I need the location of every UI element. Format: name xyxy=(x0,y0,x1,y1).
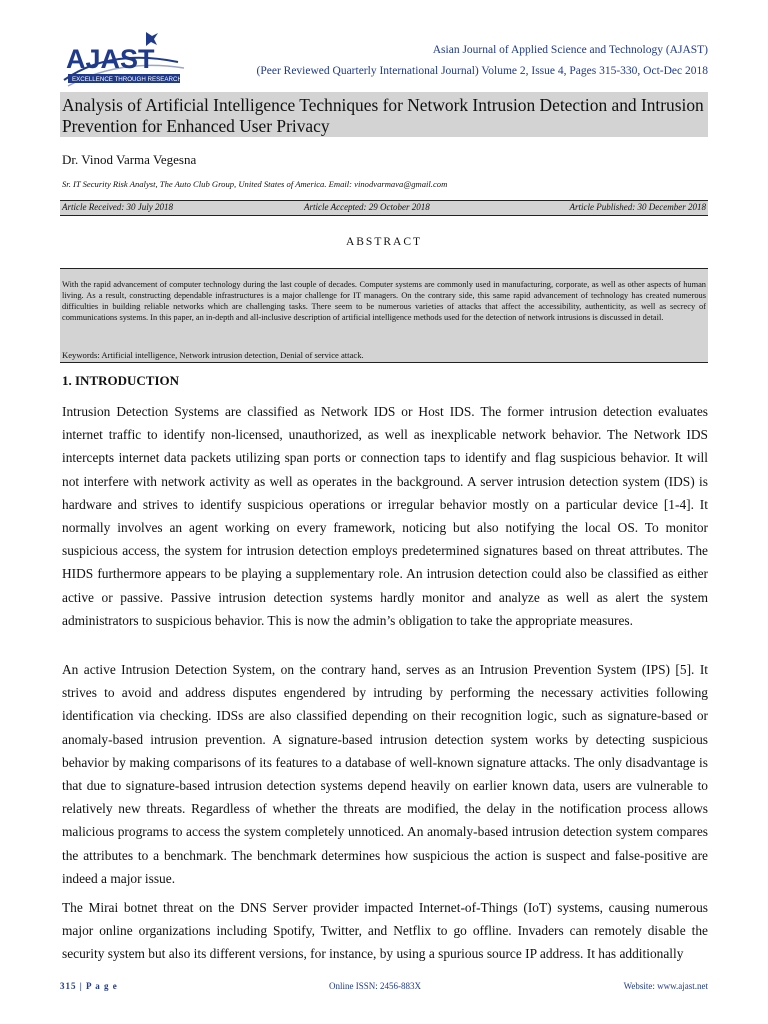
date-published: Article Published: 30 December 2018 xyxy=(569,202,706,212)
journal-logo xyxy=(60,28,192,92)
body-paragraph: Intrusion Detection Systems are classified as Network IDS or Host IDS. The former intrusion detection evaluates internet traffic to identify non-licensed, unauthorized, as well as inexplicable network behavior. The Network IDS intercepts internet data packets utilizing span ports or connection taps to identify and flag suspicious behavior. It will not interfere with network activity as well as operates in the background. A server intrusion detection system (IDS) is hardware and strives to identify suspicious operations or irregular behavior mostly on a particular device [1-4]. It normally involves an agent working on every framework, noticing but also notifying the local OS. To monitor suspicious access, the system for intrusion detection employs predetermined signatures based on threat attributes. The HIDS furthermore appears to be playing a supplementary role. An intrusion detection could also be classified as either active or passive. Passive intrusion detection systems hardly monitor and analyze as well as alert the system administrators to suspicious behavior. This is now the admin’s obligation to take the appropriate measures. xyxy=(62,404,708,628)
page-number: 315 | P a g e xyxy=(60,981,118,991)
section-heading-introduction: 1. INTRODUCTION xyxy=(62,373,180,388)
article-title: Analysis of Artificial Intelligence Techniques for Network Intrusion Detection and Intrusion Prevention for Enhanced User Privacy xyxy=(62,95,704,136)
logo-tagline: EXCELLENCE THROUGH RESEARCH xyxy=(72,76,182,83)
journal-header xyxy=(257,40,708,82)
date-received: Article Received: 30 July 2018 xyxy=(62,202,173,212)
journal-name: Asian Journal of Applied Science and Technology (AJAST) xyxy=(432,44,708,56)
ajast-logo-graphic xyxy=(60,28,192,92)
article-dates xyxy=(60,200,708,216)
keywords: Keywords: Artificial intelligence, Network intrusion detection, Denial of service attack. xyxy=(62,350,364,360)
date-accepted: Article Accepted: 29 October 2018 xyxy=(304,202,430,212)
footer-issn: Online ISSN: 2456-883X xyxy=(329,981,421,991)
author-affiliation: Sr. IT Security Risk Analyst, The Auto Club Group, United States of America. Email: vinodvarmava@gmail.com xyxy=(62,179,448,189)
logo-wordmark: AJAST xyxy=(66,44,155,74)
body-paragraph: The Mirai botnet threat on the DNS Server provider impacted Internet-of-Things (IoT) systems, causing numerous major online organizations including Spotify, Twitter, and Netflix to go offline. Invaders can remotely disable the security system but also its different versions, for instance, by using a spurious source IP address. It has additionally xyxy=(62,900,708,962)
author-name: Dr. Vinod Varma Vegesna xyxy=(62,152,197,167)
abstract-heading: ABSTRACT xyxy=(345,236,423,248)
footer-website: Website: www.ajast.net xyxy=(623,981,708,991)
body-paragraph: An active Intrusion Detection System, on the contrary hand, serves as an Intrusion Prevention System (IPS) [5]. It strives to avoid and address disputes engendered by intruding by performing the necessary activities following identification via checking. IDSs are also classified depending on their recognition logic, such as signature-based or anomaly-based intrusion prevention. A signature-based intrusion detection system works by detecting suspicious behavior by making comparisons of its features to a database of well-known signature attacks. The only disadvantage is that due to signature-based intrusion detection systems depend heavily on earlier known data, users are vulnerable to relatively new threats. Regardless of whether the threats are modified, the delay in the notification process allows malicious programs to access the system completely unnoticed. An anomaly-based intrusion detection system compares the attributes to a benchmark. The benchmark determines how suspicious the action is suspect and false-positive are indeed a major issue. xyxy=(62,662,708,886)
abstract-text: With the rapid advancement of computer technology during the last couple of decades. Computer systems are commonly used in manufacturing, corporate, as well as other aspects of human living. As a result, constructing dependable infrastructures is a major challenge for IT managers. On the contrary side, this same rapid advancement of technology has created numerous difficulties in building reliable networks which are challenging tasks. There seem to be numerous varieties of attacks that affect the accessibility, authenticity, as well as secrecy of communications systems. In this paper, an in-depth and all-inclusive description of artificial intelligence methods used for the detection of network intrusions is discussed in detail. xyxy=(62,280,706,322)
journal-issue: (Peer Reviewed Quarterly International Journal) Volume 2, Issue 4, Pages 315-330, Oct-Dec 2018 xyxy=(256,65,708,77)
